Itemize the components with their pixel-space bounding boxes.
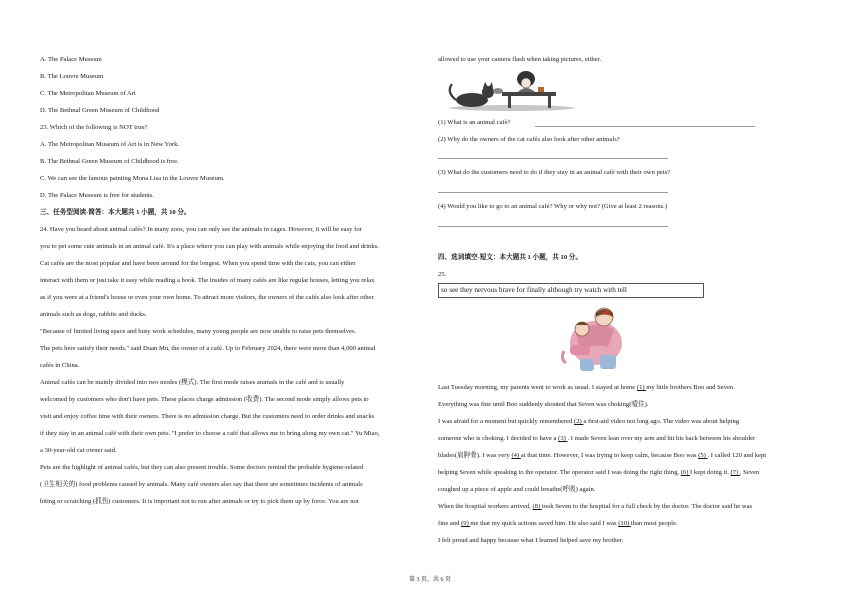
option-23-c: C. We can see the famous painting Mona Lisa in the Louvre Museum. [40,175,225,182]
word-bank-box: so see they nervous brave for finally although try watch with tell [438,283,704,298]
question-23: 23. Which of the following is NOT true? [40,124,148,131]
passage-line: cafés in China. [40,362,80,369]
passage-line: animals such as dogs, rabbits and ducks. [40,311,147,318]
blank-2[interactable]: (2) [574,418,584,425]
question-2: (2) Why do the owners of the cat cafés also look after other animals? [438,136,620,143]
blank-3[interactable]: (3) [558,435,568,442]
story-line-7: coughed up a piece of apple and could breathe(呼吸) again. [438,486,596,493]
section-4-heading: 四、选词填空-短文：本大题共 1 小题，共 10 分。 [438,254,582,261]
question-4: (4) Would you like to go to an animal café? Why or why not? (Give at least 2 reasons.) [438,203,668,210]
story-line-6: helping Seven while speaking to the operator. The operator said I was doing the right thing, (6) I kept doing it. (7) , Seven [438,469,760,476]
story-line-5: blades(肩胛骨). I was very (4) at that time. However, I was trying to keep calm, because Boo was (5) . I called 120 and kept [438,452,767,459]
passage-line: interact with them or just take it easy while reading a book. The insides of many cafés are like regular houses, letting you relax [40,277,375,284]
page-footer: 第 3 页，共 6 页 [408,577,451,583]
option-23-a: A. The Metropolitan Museum of Art is in New York. [40,141,180,148]
story-line-9: fine and (9) me that my quick actions saved him. He also said I was (10) than most people. [438,520,678,527]
cat-cafe-illustration-icon [442,70,582,112]
passage-line: (卫生相关的) food problems caused by animals. Many café owners also say that there are sometimes incidents of animals [40,481,363,488]
blank-1[interactable]: (1) [636,384,647,391]
first-aid-illustration-icon [556,303,628,375]
passage-continuation: allowed to use your camera flash when taking pictures, either. [438,56,602,63]
passage-line: a 30-year-old cat owner said. [40,447,117,454]
blank-9[interactable]: (9) [461,520,471,527]
option-22-b: B. The Louvre Museum [40,73,104,80]
story-line-4: someone who is choking. I decided to have a (3) . I made Seven lean over my arm and hit his back between his shoulder [438,435,756,442]
passage-line: visit and enjoy coffee time with their owners. There is no admission charge. But the customers need to order drinks and snacks [40,413,375,420]
question-25: 25. [438,271,447,278]
section-3-heading: 三、任务型阅读-简答：本大题共 1 小题，共 10 分。 [40,209,191,216]
passage-line: "Because of limited living space and busy work schedules, many young people are now unable to raise pets themselves. [40,328,357,335]
passage-line: as if you were at a friend's house or even your own home. To attract more visitors, the owners of the cafés also look after other [40,294,374,301]
passage-line: if they stay in an animal café with their own pets. "I prefer to choose a café that allows me to bring along my own cat." Yu Miao, [40,430,380,437]
blank-8[interactable]: (8) [532,503,542,510]
passage-line: The pets here satisfy their needs." said Duan Mu, the owner of a café. Up to February 2024, there were more than 4,000 animal [40,345,376,352]
blank-4[interactable]: (4) [511,452,521,459]
answer-line-1[interactable] [535,126,755,127]
blank-5[interactable]: (5) [698,452,708,459]
passage-line: Animal cafés can be mainly divided into two modes (模式). The first mode raises animals in the café and is usually [40,379,345,386]
passage-line: Pets are the highlight of animal cafés, but they can also present trouble. Some doctors remind the probable hygiene-related [40,464,364,471]
question-3: (3) What do the customers need to do if they stay in an animal café with their own pets? [438,169,671,176]
passage-line: you to pet some cute animals in an animal café. It's a place where you can play with animals while enjoying the food and drinks. [40,243,379,250]
option-23-d: D. The Palace Museum is free for students. [40,192,154,199]
story-line-2: Everything was fine until Boo suddenly shouted that Seven was choking(噎住). [438,401,649,408]
answer-line-2[interactable] [438,158,668,159]
option-22-a: A. The Palace Museum [40,56,102,63]
passage-line: welcomed by customers who don't have pets. These places charge admission (收费). The second mode simply allows pets to [40,396,369,403]
blank-7[interactable]: (7) [730,469,740,476]
option-22-c: C. The Metropolitan Museum of Art [40,90,136,97]
passage-line: 24. Have you heard about animal cafés? In many zoos, you can only see the animals in cages. However, it will be easy for [40,226,362,233]
option-22-d: D. The Bethnal Green Museum of Childhood [40,107,160,114]
question-1: (1) What is an animal café? [438,119,511,126]
passage-line: Cat cafés are the most popular and have been around for the longest. When you spend time with the cats, you can either [40,260,356,267]
story-line-3: I was afraid for a moment but quickly remembered (2) a first-aid video not long ago. The video was about helping [438,418,740,425]
blank-10[interactable]: (10) [618,520,631,527]
story-line-8: When the hospital workers arrived, (8) took Seven to the hospital for a full check by the doctor. The doctor said he was [438,503,753,510]
option-23-b: B. The Bethnal Green Museum of Childhood is free. [40,158,179,165]
answer-line-4[interactable] [438,226,668,227]
story-line-1: Last Tuesday morning, my parents went to work as usual. I stayed at home (1) my little brothers Boo and Seven. [438,384,735,391]
blank-6[interactable]: (6) [680,469,691,476]
passage-line: biting or scratching (抓伤) customers. It is important not to run after animals or try to pick them up by force. You are not [40,498,359,505]
story-line-10: I felt proud and happy because what I learned helped save my brother. [438,537,624,544]
answer-line-3[interactable] [438,192,668,193]
